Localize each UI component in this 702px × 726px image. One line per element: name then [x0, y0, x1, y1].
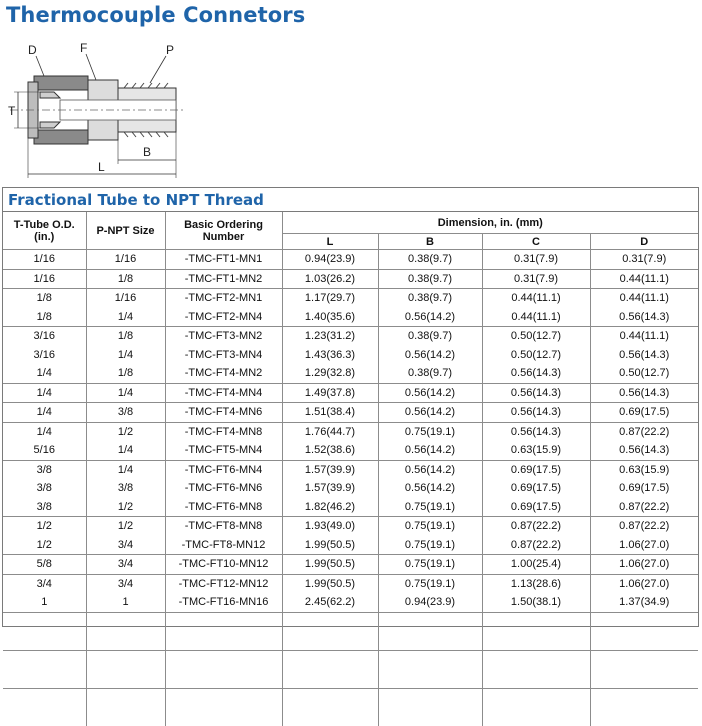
cell-pnpt: 3/4 [86, 536, 165, 555]
cell-pnpt: 1/8 [86, 364, 165, 383]
cell-pnpt [86, 631, 165, 650]
header-l: L [282, 234, 378, 250]
cell-b: 0.56(14.2) [378, 460, 482, 479]
table-row [3, 422, 698, 441]
cell-d [590, 650, 698, 669]
cell-c: 0.87(22.2) [482, 517, 590, 536]
cell-pnpt: 1/16 [86, 250, 165, 270]
cell-b: 0.38(9.7) [378, 269, 482, 289]
cell-d: 0.69(17.5) [590, 403, 698, 423]
label-p: P [166, 43, 175, 57]
table-row [3, 669, 698, 688]
header-pnpt: P-NPT Size [86, 212, 165, 250]
cell-d: 0.69(17.5) [590, 479, 698, 498]
cell-ordering-number [165, 707, 282, 726]
cell-d: 0.44(11.1) [590, 269, 698, 289]
cell-ttube: 1/2 [3, 536, 86, 555]
label-f: F [80, 41, 88, 55]
cell-d: 0.44(11.1) [590, 327, 698, 346]
cell-d [590, 707, 698, 726]
cell-b: 0.38(9.7) [378, 327, 482, 346]
cell-pnpt: 1 [86, 593, 165, 612]
cell-pnpt: 1/2 [86, 517, 165, 536]
cell-d: 1.06(27.0) [590, 555, 698, 575]
table-row [3, 574, 698, 593]
cell-l: 1.49(37.8) [282, 383, 378, 403]
table-row [3, 250, 698, 270]
header-d: D [590, 234, 698, 250]
cell-pnpt: 3/8 [86, 403, 165, 423]
cell-b [378, 688, 482, 707]
cell-ttube: 3/8 [3, 479, 86, 498]
label-b: B [143, 145, 152, 159]
cell-c: 0.69(17.5) [482, 498, 590, 517]
cell-d: 0.56(14.3) [590, 308, 698, 327]
cell-ordering-number: -TMC-FT8-MN8 [165, 517, 282, 536]
cell-ttube: 1/16 [3, 250, 86, 270]
cell-d [590, 669, 698, 688]
page-title: Thermocouple Connetors [6, 3, 306, 27]
table-row [3, 364, 698, 383]
cell-l: 1.51(38.4) [282, 403, 378, 423]
cell-l: 1.99(50.5) [282, 574, 378, 593]
leader-d [36, 56, 44, 76]
cell-c: 0.69(17.5) [482, 460, 590, 479]
cell-ordering-number: -TMC-FT6-MN4 [165, 460, 282, 479]
table-row [3, 460, 698, 479]
table-body [3, 250, 698, 726]
cell-c [482, 688, 590, 707]
cell-c: 0.87(22.2) [482, 536, 590, 555]
cell-l: 1.57(39.9) [282, 479, 378, 498]
cell-pnpt: 3/4 [86, 574, 165, 593]
table-row [3, 555, 698, 575]
cell-pnpt: 1/16 [86, 289, 165, 308]
table-row [3, 498, 698, 517]
cell-l [282, 707, 378, 726]
cell-ttube: 3/4 [3, 574, 86, 593]
cell-ordering-number: -TMC-FT3-MN2 [165, 327, 282, 346]
cell-ordering-number: -TMC-FT16-MN16 [165, 593, 282, 612]
table-row [3, 346, 698, 365]
cell-c: 0.44(11.1) [482, 308, 590, 327]
cell-b: 0.56(14.2) [378, 403, 482, 423]
cell-ttube [3, 612, 86, 631]
cell-ttube: 1/4 [3, 422, 86, 441]
table-row [3, 479, 698, 498]
cell-ttube: 5/16 [3, 441, 86, 460]
cell-b: 0.38(9.7) [378, 289, 482, 308]
cell-d: 0.63(15.9) [590, 460, 698, 479]
cell-c: 0.69(17.5) [482, 479, 590, 498]
cell-l: 1.52(38.6) [282, 441, 378, 460]
cell-c: 0.56(14.3) [482, 364, 590, 383]
cell-l: 1.57(39.9) [282, 460, 378, 479]
cell-b: 0.75(19.1) [378, 498, 482, 517]
cell-c [482, 669, 590, 688]
cell-ordering-number: -TMC-FT4-MN6 [165, 403, 282, 423]
cell-l: 1.23(31.2) [282, 327, 378, 346]
cell-ordering-number [165, 631, 282, 650]
cell-l [282, 688, 378, 707]
table-row [3, 536, 698, 555]
table-row [3, 383, 698, 403]
cell-l: 0.94(23.9) [282, 250, 378, 270]
table-row [3, 403, 698, 423]
cell-ordering-number: -TMC-FT4-MN2 [165, 364, 282, 383]
table-row [3, 269, 698, 289]
cell-d: 0.56(14.3) [590, 383, 698, 403]
table-row [3, 650, 698, 669]
cell-b: 0.75(19.1) [378, 574, 482, 593]
cell-pnpt: 1/4 [86, 460, 165, 479]
cell-d: 1.37(34.9) [590, 593, 698, 612]
cell-ordering-number: -TMC-FT4-MN4 [165, 383, 282, 403]
cell-pnpt: 3/4 [86, 555, 165, 575]
table-row [3, 593, 698, 612]
cell-c: 0.44(11.1) [482, 289, 590, 308]
table-row [3, 441, 698, 460]
cell-l: 1.99(50.5) [282, 555, 378, 575]
cell-ttube: 1/4 [3, 383, 86, 403]
cell-ordering-number: -TMC-FT3-MN4 [165, 346, 282, 365]
cell-ordering-number: -TMC-FT6-MN6 [165, 479, 282, 498]
cell-ttube: 5/8 [3, 555, 86, 575]
cell-l: 1.29(32.8) [282, 364, 378, 383]
cell-ttube: 3/16 [3, 346, 86, 365]
cell-c: 0.50(12.7) [482, 327, 590, 346]
cell-c: 0.56(14.3) [482, 422, 590, 441]
cell-ttube: 1/8 [3, 308, 86, 327]
cell-pnpt [86, 669, 165, 688]
cell-c [482, 612, 590, 631]
cell-ordering-number: -TMC-FT12-MN12 [165, 574, 282, 593]
cell-ttube [3, 631, 86, 650]
cell-d: 1.06(27.0) [590, 574, 698, 593]
cell-ttube: 1/16 [3, 269, 86, 289]
cell-d: 0.44(11.1) [590, 289, 698, 308]
cell-b: 0.56(14.2) [378, 308, 482, 327]
cell-d: 0.87(22.2) [590, 517, 698, 536]
cell-pnpt [86, 688, 165, 707]
cell-c: 0.56(14.3) [482, 383, 590, 403]
cell-pnpt [86, 612, 165, 631]
cell-d: 0.56(14.3) [590, 441, 698, 460]
cell-pnpt: 1/4 [86, 441, 165, 460]
cell-c: 0.63(15.9) [482, 441, 590, 460]
cell-b: 0.75(19.1) [378, 536, 482, 555]
cell-c: 1.00(25.4) [482, 555, 590, 575]
cell-ordering-number: -TMC-FT4-MN8 [165, 422, 282, 441]
cell-l [282, 650, 378, 669]
ferrule-top [40, 92, 60, 98]
cell-c: 0.31(7.9) [482, 269, 590, 289]
cell-pnpt: 1/4 [86, 308, 165, 327]
cell-d: 0.56(14.3) [590, 346, 698, 365]
header-c: C [482, 234, 590, 250]
cell-ordering-number: -TMC-FT2-MN4 [165, 308, 282, 327]
cell-l [282, 631, 378, 650]
cell-pnpt: 1/2 [86, 422, 165, 441]
cell-c [482, 631, 590, 650]
cell-c [482, 707, 590, 726]
cell-pnpt: 1/8 [86, 269, 165, 289]
cell-d [590, 612, 698, 631]
cell-ordering-number [165, 612, 282, 631]
cell-c: 1.13(28.6) [482, 574, 590, 593]
cell-b: 0.38(9.7) [378, 250, 482, 270]
ferrule-bottom [40, 122, 60, 128]
cell-b [378, 650, 482, 669]
table-row [3, 631, 698, 650]
label-d: D [28, 43, 37, 57]
cell-l: 1.82(46.2) [282, 498, 378, 517]
table-row [3, 517, 698, 536]
header-ordering: Basic Ordering Number [165, 212, 282, 250]
table-row [3, 688, 698, 707]
cell-b [378, 707, 482, 726]
cell-ttube: 1/2 [3, 517, 86, 536]
cell-ttube: 3/16 [3, 327, 86, 346]
fitting-cross-section-diagram [0, 38, 200, 180]
cell-ordering-number: -TMC-FT6-MN8 [165, 498, 282, 517]
cell-ttube [3, 669, 86, 688]
cell-l: 1.03(26.2) [282, 269, 378, 289]
cell-b: 0.56(14.2) [378, 441, 482, 460]
cell-d [590, 631, 698, 650]
cell-d: 1.06(27.0) [590, 536, 698, 555]
cell-pnpt: 1/8 [86, 327, 165, 346]
nut-body-top [34, 76, 88, 90]
cell-c: 0.56(14.3) [482, 403, 590, 423]
table-row [3, 612, 698, 631]
cell-d: 0.87(22.2) [590, 498, 698, 517]
cell-l: 1.43(36.3) [282, 346, 378, 365]
header-b: B [378, 234, 482, 250]
cell-b: 0.38(9.7) [378, 364, 482, 383]
cell-ordering-number: -TMC-FT10-MN12 [165, 555, 282, 575]
label-l: L [98, 160, 105, 174]
cell-c: 0.50(12.7) [482, 346, 590, 365]
cell-l: 1.93(49.0) [282, 517, 378, 536]
cell-l [282, 612, 378, 631]
nut-body-bottom [34, 130, 88, 144]
table-row [3, 327, 698, 346]
cell-ttube: 1/4 [3, 403, 86, 423]
cell-d: 0.50(12.7) [590, 364, 698, 383]
cell-d: 0.87(22.2) [590, 422, 698, 441]
cell-c [482, 650, 590, 669]
cell-ordering-number [165, 688, 282, 707]
cell-l: 1.76(44.7) [282, 422, 378, 441]
cell-b [378, 631, 482, 650]
cell-l: 1.40(35.6) [282, 308, 378, 327]
cell-c: 1.50(38.1) [482, 593, 590, 612]
header-ttube: T-Tube O.D. (in.) [3, 212, 86, 250]
cell-b [378, 669, 482, 688]
cell-ttube: 1 [3, 593, 86, 612]
cell-ordering-number [165, 650, 282, 669]
dimension-table [3, 212, 698, 726]
leader-p [150, 56, 166, 83]
cell-ttube: 1/8 [3, 289, 86, 308]
cell-l: 1.99(50.5) [282, 536, 378, 555]
cell-l: 1.17(29.7) [282, 289, 378, 308]
cell-ttube [3, 688, 86, 707]
cell-b: 0.56(14.2) [378, 479, 482, 498]
header-dimension: Dimension, in. (mm) [282, 212, 698, 234]
label-t: T [8, 104, 16, 118]
table-row [3, 289, 698, 308]
cell-l: 2.45(62.2) [282, 593, 378, 612]
dimension-table-panel [2, 187, 699, 627]
cell-ordering-number [165, 669, 282, 688]
cell-pnpt: 1/2 [86, 498, 165, 517]
cell-ordering-number: -TMC-FT5-MN4 [165, 441, 282, 460]
cell-c: 0.31(7.9) [482, 250, 590, 270]
cell-b: 0.75(19.1) [378, 517, 482, 536]
cell-ttube [3, 650, 86, 669]
cell-b: 0.75(19.1) [378, 422, 482, 441]
table-row [3, 707, 698, 726]
cell-ttube [3, 707, 86, 726]
cell-ttube: 3/8 [3, 498, 86, 517]
cell-pnpt: 1/4 [86, 383, 165, 403]
cell-pnpt [86, 707, 165, 726]
cell-ttube: 3/8 [3, 460, 86, 479]
cell-ttube: 1/4 [3, 364, 86, 383]
cell-ordering-number: -TMC-FT8-MN12 [165, 536, 282, 555]
section-title: Fractional Tube to NPT Thread [3, 188, 698, 212]
cell-pnpt: 1/4 [86, 346, 165, 365]
cell-l [282, 669, 378, 688]
cell-b [378, 612, 482, 631]
table-row [3, 308, 698, 327]
cell-b: 0.56(14.2) [378, 346, 482, 365]
cell-b: 0.94(23.9) [378, 593, 482, 612]
cell-d: 0.31(7.9) [590, 250, 698, 270]
cell-b: 0.56(14.2) [378, 383, 482, 403]
cell-ordering-number: -TMC-FT2-MN1 [165, 289, 282, 308]
cell-pnpt: 3/8 [86, 479, 165, 498]
cell-b: 0.75(19.1) [378, 555, 482, 575]
cell-pnpt [86, 650, 165, 669]
cell-ordering-number: -TMC-FT1-MN2 [165, 269, 282, 289]
cell-ordering-number: -TMC-FT1-MN1 [165, 250, 282, 270]
cell-d [590, 688, 698, 707]
